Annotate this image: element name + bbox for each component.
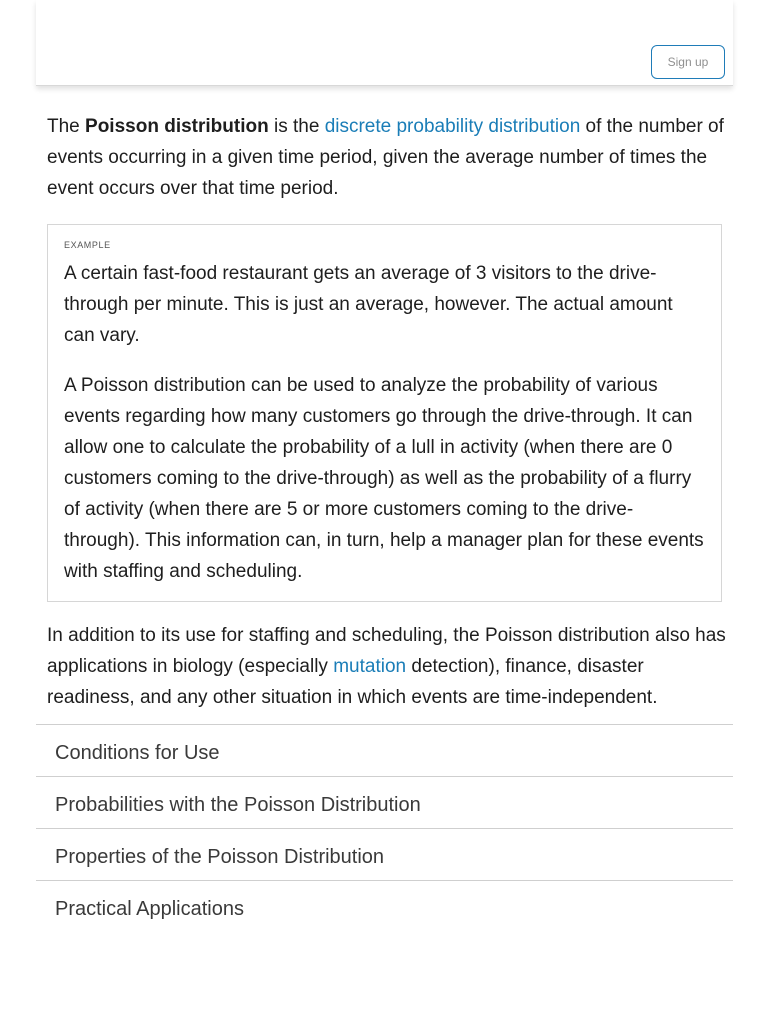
toc-item-properties[interactable]: Properties of the Poisson Distribution: [36, 828, 733, 880]
example-label: EXAMPLE: [64, 240, 111, 250]
toc-item-practical-applications[interactable]: Practical Applications: [36, 880, 733, 932]
toc-item-conditions-for-use[interactable]: Conditions for Use: [36, 724, 733, 776]
intro-suffix: of the number of events occurring in a given time period, given the average number of times the event occurs over that time period.: [47, 116, 724, 199]
bold-term: Poisson distribution: [85, 116, 269, 137]
intro-middle: is the: [268, 116, 325, 137]
toc-item-probabilities[interactable]: Probabilities with the Poisson Distribution: [36, 776, 733, 828]
article-content: [47, 111, 727, 713]
applications-suffix: detection), finance, disaster readiness, and any other situation in which events are time-independent.: [47, 656, 658, 708]
example-box: [47, 224, 722, 602]
applications-prefix: In addition to its use for staffing and scheduling, the Poisson distribution also has applications in biology (especially: [47, 625, 726, 677]
example-paragraph-2: A Poisson distribution can be used to analyze the probability of various events regarding how many customers go through the drive-through. It can allow one to calculate the probability of a lull in activity (when there are 0 customers coming to the drive-through) as well as the probability of a flurry of activity (when there are 5 or more customers coming to the drive-through). This information can, in turn, help a manager plan for these events with staffing and scheduling.: [64, 375, 704, 582]
top-bar: [36, 0, 733, 86]
example-paragraph-1: A certain fast-food restaurant gets an average of 3 visitors to the drive-through per minute. This is just an average, however. The actual amount can vary.: [64, 263, 673, 346]
sign-up-button[interactable]: Sign up: [651, 45, 725, 79]
table-of-contents: [36, 724, 733, 932]
discrete-probability-distribution-link[interactable]: discrete probability distribution: [324, 116, 581, 137]
mutation-link[interactable]: mutation: [333, 656, 407, 677]
applications-paragraph: [47, 620, 727, 713]
intro-paragraph: [47, 111, 727, 204]
intro-prefix: The: [47, 116, 86, 137]
